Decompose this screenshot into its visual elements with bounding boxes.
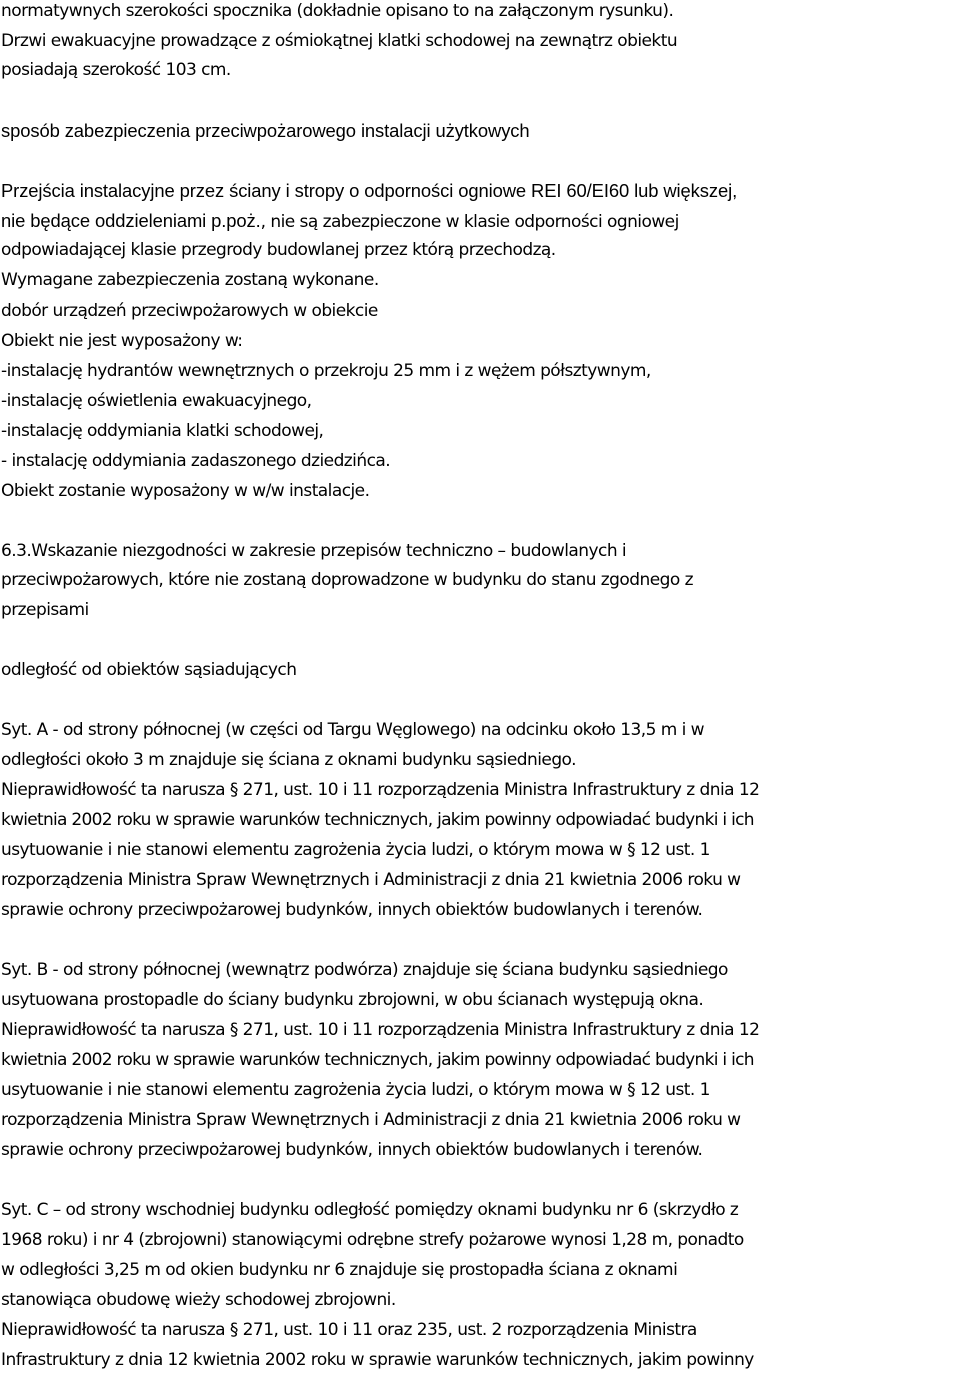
section-heading: sposób zabezpieczenia przeciwpożarowego instalacji użytkowych: [1, 120, 530, 141]
text-line: [1, 206, 679, 236]
text-line: Syt. C – od strony wschodniej budynku odległość pomiędzy oknami budynku nr 6 (skrzydło z: [1, 1200, 739, 1220]
section-heading: dobór urządzeń przeciwpożarowych w obiekcie: [1, 301, 378, 321]
text-line: Obiekt nie jest wyposażony w:: [1, 331, 243, 351]
text-line: usytuowana prostopadle do ściany budynku zbrojowni, w obu ścianach występują okna.: [1, 990, 704, 1010]
text-line: usytuowanie i nie stanowi elementu zagrożenia życia ludzi, o którym mowa w § 12 ust. 1: [1, 1080, 710, 1100]
text-line: Przejścia instalacyjne przez ściany i stropy o odporności ogniowe REI 60/EI60 lub większej,: [1, 180, 738, 201]
list-item: - instalację oddymiania zadaszonego dziedzińca.: [1, 451, 391, 471]
text-line: posiadają szerokość 103 cm.: [1, 60, 231, 80]
text-line: Syt. A - od strony północnej (w części od Targu Węglowego) na odcinku około 13,5 m i w: [1, 720, 704, 740]
text-line: sprawie ochrony przeciwpożarowej budynków, innych obiektów budowlanych i terenów.: [1, 1140, 703, 1160]
section-heading: przeciwpożarowych, które nie zostaną doprowadzone w budynku do stanu zgodnego z: [1, 570, 693, 590]
text-line: kwietnia 2002 roku w sprawie warunków technicznych, jakim powinny odpowiadać budynki i ich: [1, 810, 754, 830]
section-heading: odległość od obiektów sąsiadujących: [1, 660, 297, 680]
text-line: odległości około 3 m znajduje się ściana z oknami budynku sąsiedniego.: [1, 750, 576, 770]
text-line: Nieprawidłowość ta narusza § 271, ust. 10 i 11 oraz 235, ust. 2 rozporządzenia Ministra: [1, 1320, 697, 1340]
text-line: rozporządzenia Ministra Spraw Wewnętrznych i Administracji z dnia 21 kwietnia 2006 roku w: [1, 1110, 741, 1130]
text-line: kwietnia 2002 roku w sprawie warunków technicznych, jakim powinny odpowiadać budynki i ich: [1, 1050, 754, 1070]
list-item: -instalację oddymiania klatki schodowej,: [1, 421, 324, 441]
text-segment: , nie są zabezpieczone w klasie odporności ogniowej: [260, 212, 679, 232]
text-line: Nieprawidłowość ta narusza § 271, ust. 10 i 11 rozporządzenia Ministra Infrastruktury z dnia 12: [1, 780, 760, 800]
text-line: 1968 roku) i nr 4 (zbrojowni) stanowiącymi odrębne strefy pożarowe wynosi 1,28 m, ponadto: [1, 1230, 744, 1250]
text-line: odpowiadającej klasie przegrody budowlanej przez którą przechodzą.: [1, 240, 556, 260]
text-line: Infrastruktury z dnia 12 kwietnia 2002 roku w sprawie warunków technicznych, jakim powinny: [1, 1350, 754, 1370]
text-line: Nieprawidłowość ta narusza § 271, ust. 10 i 11 rozporządzenia Ministra Infrastruktury z dnia 12: [1, 1020, 760, 1040]
text-line: normatywnych szerokości spocznika (dokładnie opisano to na załączonym rysunku).: [1, 1, 674, 21]
section-heading: przepisami: [1, 600, 89, 620]
list-item: -instalację oświetlenia ewakuacyjnego,: [1, 391, 312, 411]
text-line: Wymagane zabezpieczenia zostaną wykonane.: [1, 270, 379, 290]
text-line: sprawie ochrony przeciwpożarowej budynków, innych obiektów budowlanych i terenów.: [1, 900, 703, 920]
text-line: usytuowanie i nie stanowi elementu zagrożenia życia ludzi, o którym mowa w § 12 ust. 1: [1, 840, 710, 860]
text-line: Syt. B - od strony północnej (wewnątrz podwórza) znajduje się ściana budynku sąsiedniego: [1, 960, 728, 980]
text-segment: nie będące oddzieleniami p.poż.: [1, 210, 261, 231]
list-item: -instalację hydrantów wewnętrznych o przekroju 25 mm i z wężem półsztywnym,: [1, 361, 651, 381]
text-line: rozporządzenia Ministra Spraw Wewnętrznych i Administracji z dnia 21 kwietnia 2006 roku w: [1, 870, 741, 890]
section-heading: 6.3.Wskazanie niezgodności w zakresie przepisów techniczno – budowlanych i: [1, 541, 627, 561]
text-line: stanowiąca obudowę wieży schodowej zbrojowni.: [1, 1290, 396, 1310]
text-line: Drzwi ewakuacyjne prowadzące z ośmiokątnej klatki schodowej na zewnątrz obiektu: [1, 31, 678, 51]
text-line: w odległości 3,25 m od okien budynku nr 6 znajduje się prostopadła ściana z oknami: [1, 1260, 678, 1280]
text-line: Obiekt zostanie wyposażony w w/w instalacje.: [1, 481, 370, 501]
